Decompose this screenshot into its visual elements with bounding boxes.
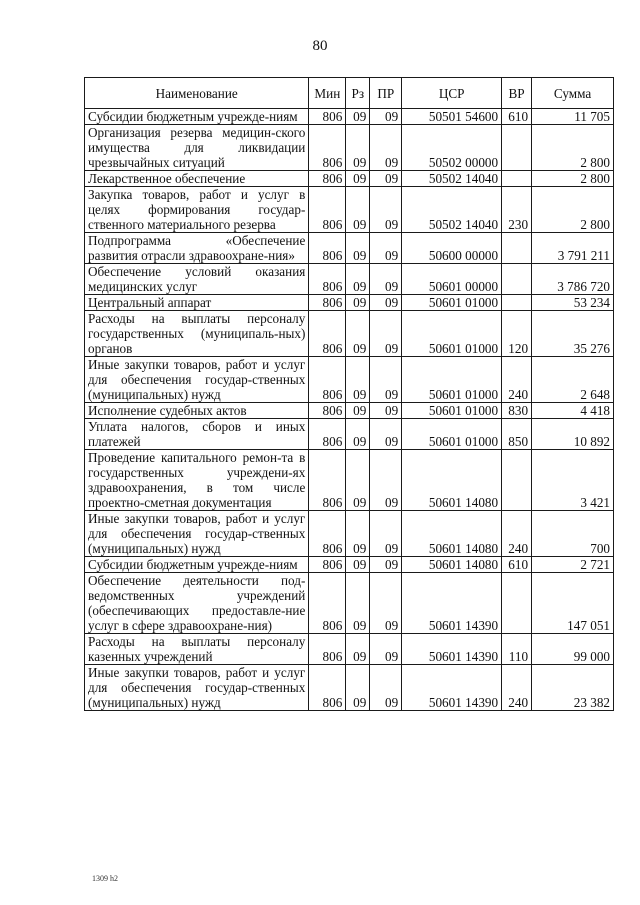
cell-vr: 240 <box>502 665 532 711</box>
header-vr: ВР <box>502 78 532 109</box>
cell-pr: 09 <box>370 557 402 573</box>
cell-csr: 50601 01000 <box>402 403 502 419</box>
cell-pr: 09 <box>370 295 402 311</box>
cell-rz: 09 <box>346 557 370 573</box>
cell-pr: 09 <box>370 511 402 557</box>
cell-min: 806 <box>309 311 346 357</box>
cell-pr: 09 <box>370 357 402 403</box>
cell-vr: 240 <box>502 357 532 403</box>
cell-csr: 50601 14390 <box>402 573 502 634</box>
cell-sum: 23 382 <box>532 665 614 711</box>
cell-pr: 09 <box>370 665 402 711</box>
table-row <box>85 511 614 557</box>
cell-name: Иные закупки товаров, работ и услуг для обеспечения государ-ственных (муниципальных) нужд <box>85 665 309 711</box>
cell-sum: 10 892 <box>532 419 614 450</box>
cell-pr: 09 <box>370 403 402 419</box>
cell-name: Подпрограмма «Обеспечение развития отрасли здравоохране-ния» <box>85 233 309 264</box>
cell-pr: 09 <box>370 264 402 295</box>
table-row <box>85 419 614 450</box>
cell-vr <box>502 125 532 171</box>
page-number: 80 <box>312 38 328 54</box>
table-header-row <box>85 78 614 109</box>
table-row <box>85 171 614 187</box>
header-sum: Сумма <box>532 78 614 109</box>
cell-rz: 09 <box>346 264 370 295</box>
cell-min: 806 <box>309 357 346 403</box>
cell-rz: 09 <box>346 634 370 665</box>
cell-vr: 230 <box>502 187 532 233</box>
footer-code: 1309 h2 <box>92 874 118 883</box>
cell-min: 806 <box>309 295 346 311</box>
cell-rz: 09 <box>346 311 370 357</box>
cell-vr <box>502 233 532 264</box>
cell-name: Субсидии бюджетным учрежде-ниям <box>85 109 309 125</box>
cell-rz: 09 <box>346 125 370 171</box>
cell-sum: 11 705 <box>532 109 614 125</box>
cell-vr <box>502 573 532 634</box>
cell-csr: 50601 01000 <box>402 419 502 450</box>
table-row <box>85 665 614 711</box>
table-row <box>85 573 614 634</box>
cell-min: 806 <box>309 634 346 665</box>
cell-name: Уплата налогов, сборов и иных платежей <box>85 419 309 450</box>
cell-rz: 09 <box>346 171 370 187</box>
cell-pr: 09 <box>370 233 402 264</box>
cell-rz: 09 <box>346 419 370 450</box>
cell-sum: 2 721 <box>532 557 614 573</box>
cell-pr: 09 <box>370 450 402 511</box>
cell-sum: 2 648 <box>532 357 614 403</box>
cell-csr: 50601 14080 <box>402 450 502 511</box>
table-row <box>85 125 614 171</box>
cell-name: Иные закупки товаров, работ и услуг для обеспечения государ-ственных (муниципальных) нужд <box>85 511 309 557</box>
cell-min: 806 <box>309 264 346 295</box>
cell-pr: 09 <box>370 573 402 634</box>
cell-csr: 50601 01000 <box>402 357 502 403</box>
cell-csr: 50502 00000 <box>402 125 502 171</box>
cell-pr: 09 <box>370 109 402 125</box>
cell-vr <box>502 171 532 187</box>
header-name: Наименование <box>85 78 309 109</box>
table-row <box>85 450 614 511</box>
cell-vr: 610 <box>502 557 532 573</box>
cell-min: 806 <box>309 665 346 711</box>
table-row <box>85 357 614 403</box>
cell-csr: 50502 14040 <box>402 171 502 187</box>
header-rz: Рз <box>346 78 370 109</box>
table-row <box>85 295 614 311</box>
cell-pr: 09 <box>370 171 402 187</box>
cell-min: 806 <box>309 450 346 511</box>
cell-sum: 53 234 <box>532 295 614 311</box>
table-row <box>85 187 614 233</box>
cell-rz: 09 <box>346 233 370 264</box>
cell-min: 806 <box>309 557 346 573</box>
cell-vr: 830 <box>502 403 532 419</box>
cell-vr: 610 <box>502 109 532 125</box>
cell-min: 806 <box>309 573 346 634</box>
cell-csr: 50601 01000 <box>402 295 502 311</box>
cell-sum: 700 <box>532 511 614 557</box>
cell-sum: 35 276 <box>532 311 614 357</box>
table-row <box>85 109 614 125</box>
cell-rz: 09 <box>346 450 370 511</box>
header-pr: ПР <box>370 78 402 109</box>
budget-table <box>84 77 614 711</box>
cell-name: Расходы на выплаты персоналу казенных учреждений <box>85 634 309 665</box>
cell-vr <box>502 295 532 311</box>
cell-rz: 09 <box>346 665 370 711</box>
cell-sum: 2 800 <box>532 171 614 187</box>
header-min: Мин <box>309 78 346 109</box>
cell-sum: 147 051 <box>532 573 614 634</box>
cell-vr: 850 <box>502 419 532 450</box>
cell-rz: 09 <box>346 573 370 634</box>
cell-min: 806 <box>309 403 346 419</box>
table-row <box>85 233 614 264</box>
cell-sum: 99 000 <box>532 634 614 665</box>
cell-pr: 09 <box>370 125 402 171</box>
cell-vr: 240 <box>502 511 532 557</box>
cell-min: 806 <box>309 109 346 125</box>
cell-csr: 50601 14390 <box>402 634 502 665</box>
cell-sum: 3 786 720 <box>532 264 614 295</box>
header-csr: ЦСР <box>402 78 502 109</box>
cell-rz: 09 <box>346 295 370 311</box>
cell-name: Субсидии бюджетным учрежде-ниям <box>85 557 309 573</box>
cell-min: 806 <box>309 187 346 233</box>
table-row <box>85 311 614 357</box>
table-row <box>85 403 614 419</box>
cell-name: Закупка товаров, работ и услуг в целях формирования государ-ственного материального резерва <box>85 187 309 233</box>
table-row <box>85 557 614 573</box>
cell-sum: 3 421 <box>532 450 614 511</box>
cell-pr: 09 <box>370 311 402 357</box>
cell-rz: 09 <box>346 403 370 419</box>
table-row <box>85 634 614 665</box>
cell-csr: 50502 14040 <box>402 187 502 233</box>
cell-name: Обеспечение условий оказания медицинских услуг <box>85 264 309 295</box>
cell-sum: 2 800 <box>532 187 614 233</box>
cell-csr: 50601 14080 <box>402 557 502 573</box>
cell-rz: 09 <box>346 357 370 403</box>
cell-vr: 110 <box>502 634 532 665</box>
cell-csr: 50601 00000 <box>402 264 502 295</box>
cell-name: Лекарственное обеспечение <box>85 171 309 187</box>
cell-rz: 09 <box>346 109 370 125</box>
cell-name: Обеспечение деятельности под-ведомственных учреждений (обеспечивающих предоставле-ние услуг в сфере здравоохране-ния) <box>85 573 309 634</box>
cell-name: Иные закупки товаров, работ и услуг для обеспечения государ-ственных (муниципальных) нужд <box>85 357 309 403</box>
cell-min: 806 <box>309 511 346 557</box>
cell-pr: 09 <box>370 634 402 665</box>
table-row <box>85 264 614 295</box>
cell-csr: 50600 00000 <box>402 233 502 264</box>
cell-min: 806 <box>309 171 346 187</box>
cell-vr <box>502 264 532 295</box>
cell-csr: 50601 01000 <box>402 311 502 357</box>
cell-sum: 2 800 <box>532 125 614 171</box>
cell-min: 806 <box>309 419 346 450</box>
cell-rz: 09 <box>346 511 370 557</box>
cell-csr: 50601 14080 <box>402 511 502 557</box>
cell-vr <box>502 450 532 511</box>
cell-min: 806 <box>309 233 346 264</box>
cell-pr: 09 <box>370 187 402 233</box>
cell-name: Проведение капитального ремон-та в государственных учреждени-ях здравоохранения, в том числе проектно-сметная документация <box>85 450 309 511</box>
cell-name: Организация резерва медицин-ского имущества для ликвидации чрезвычайных ситуаций <box>85 125 309 171</box>
cell-name: Расходы на выплаты персоналу государственных (муниципаль-ных) органов <box>85 311 309 357</box>
cell-name: Центральный аппарат <box>85 295 309 311</box>
cell-pr: 09 <box>370 419 402 450</box>
cell-rz: 09 <box>346 187 370 233</box>
cell-min: 806 <box>309 125 346 171</box>
cell-sum: 3 791 211 <box>532 233 614 264</box>
table-body <box>85 109 614 711</box>
cell-csr: 50601 14390 <box>402 665 502 711</box>
cell-vr: 120 <box>502 311 532 357</box>
cell-csr: 50501 54600 <box>402 109 502 125</box>
cell-name: Исполнение судебных актов <box>85 403 309 419</box>
cell-sum: 4 418 <box>532 403 614 419</box>
